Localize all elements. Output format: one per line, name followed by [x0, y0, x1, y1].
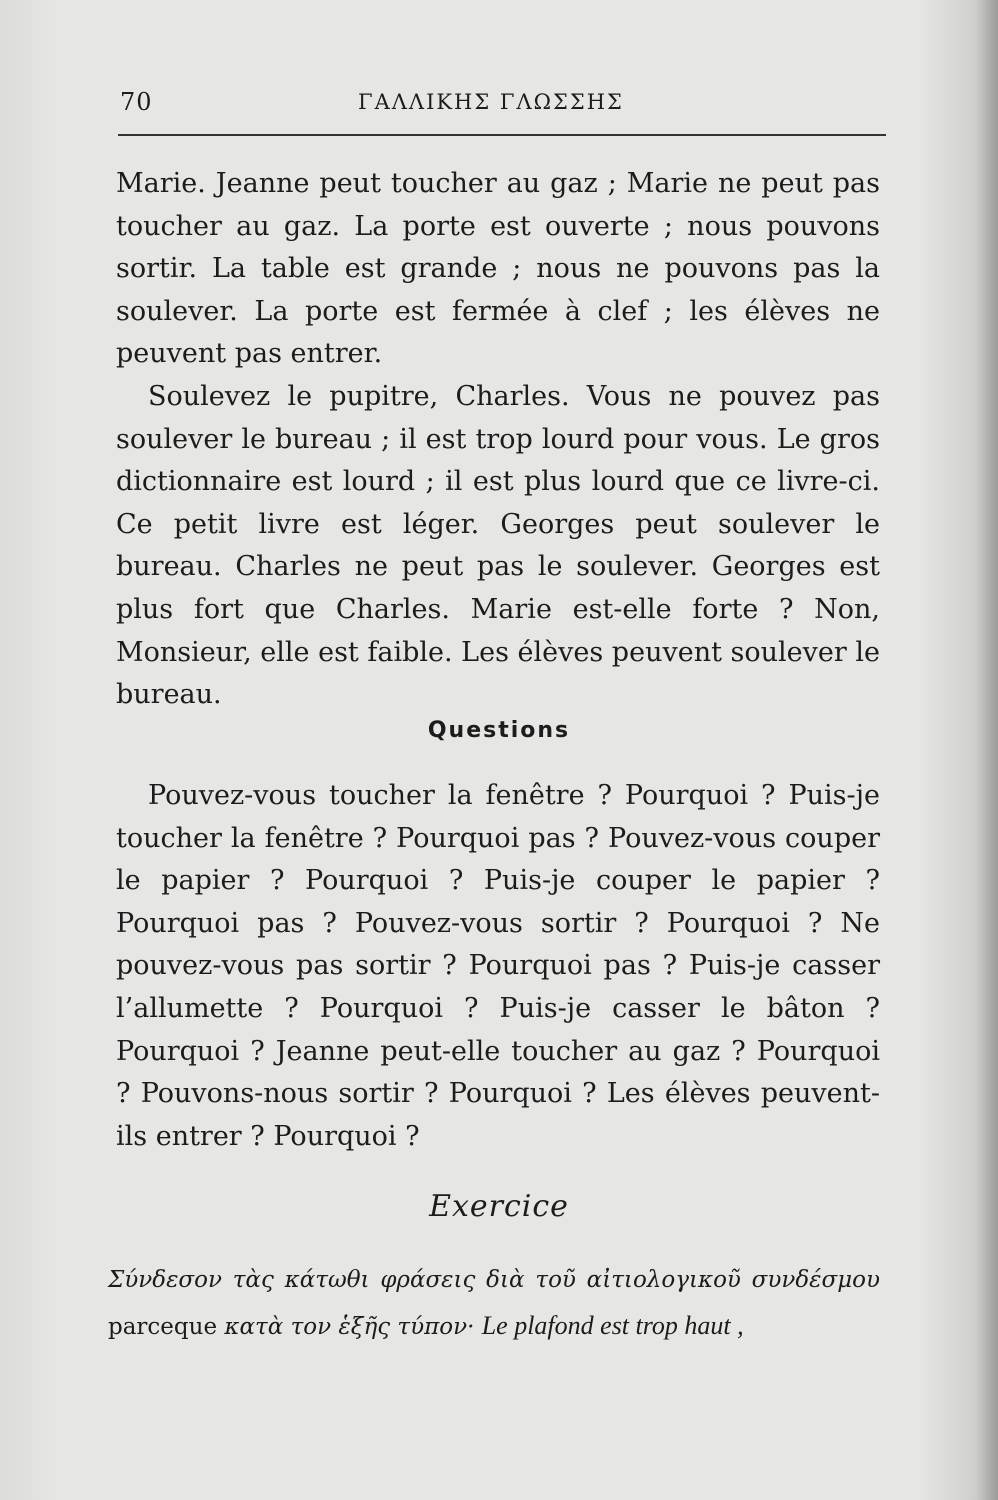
running-title: ΓΑΛΛΙΚΗΣ ΓΛΩΣΣΗΣ [358, 90, 624, 114]
page-edge-shadow [976, 0, 998, 1500]
paragraph: Marie. Jeanne peut toucher au gaz ; Marie ne peut pas toucher au gaz. La porte est ouverte ; nous pouvons sortir. La table est grande ; nous ne pouvons pas la soulever. La porte est fermée à clef ; les élèves ne peuvent pas entrer. [116, 168, 880, 370]
running-head [118, 88, 888, 124]
exercise-example: Le plafond est trop haut , [481, 1311, 744, 1340]
header-rule [118, 134, 886, 136]
questions-paragraph: Pouvez-vous toucher la fenêtre ? Pourquoi ? Puis-je toucher la fenêtre ? Pourquoi pas ? Pouvez-vous couper le papier ? Pourquoi ? Puis-je couper le papier ? Pourquoi pas ? Pouvez-vous sortir ? Pourquoi ? Ne pouvez-vous pas sortir ? Pourquoi pas ? Puis-je casser l’allumette ? Pourquoi ? Puis-je casser le bâton ? Pourquoi ? Jeanne peut-elle toucher au gaz ? Pourquoi ? Pouvons-nous sortir ? Pourquoi ? Les élèves peuvent-ils entrer ? Pourquoi ? [116, 780, 880, 1152]
exercise-heading: Exercice [429, 1189, 569, 1224]
exercise-instruction-greek: Σύνδεσον τὰς κάτωθι φράσεις διὰ τοῦ αἰτιολογικοῦ συνδέσμου [108, 1267, 880, 1293]
body-text [116, 163, 880, 717]
questions-heading: Questions [427, 718, 571, 743]
exercise-instruction-word: parceque [108, 1314, 218, 1340]
questions-text [116, 775, 880, 1158]
exercise-instruction-greek-2: κατὰ τον ἑξῆς τύπον· [224, 1314, 475, 1340]
page-number: 70 [120, 88, 153, 116]
paragraph: Soulevez le pupitre, Charles. Vous ne pouvez pas soulever le bureau ; il est trop lourd pour vous. Le gros dictionnaire est lourd ; il est plus lourd que ce livre-ci. Ce petit livre est léger. Georges peut soulever le bureau. Charles ne peut pas le soulever. Georges est plus fort que Charles. Marie est-elle forte ? Non, Monsieur, elle est faible. Les élèves peuvent soulever le bureau. [116, 380, 880, 711]
exercise-instruction [108, 1257, 880, 1350]
